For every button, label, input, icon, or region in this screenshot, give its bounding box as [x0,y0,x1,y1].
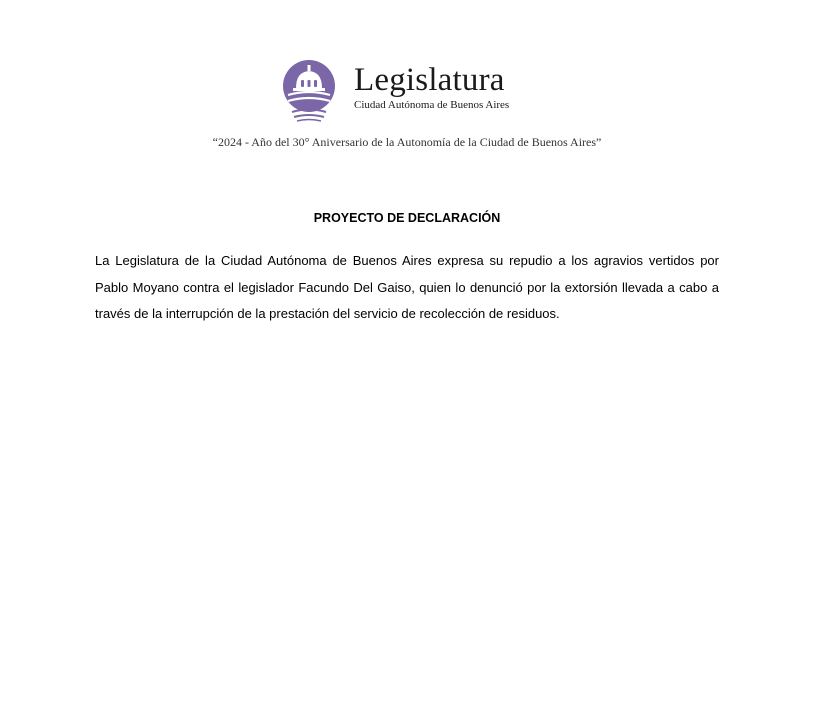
legislature-dome-icon [282,58,336,122]
year-motto: “2024 - Año del 30° Aniversario de la Autonomía de la Ciudad de Buenos Aires” [212,135,602,149]
logo-text [354,62,509,112]
document-title: PROYECTO DE DECLARACIÓN [313,211,501,225]
logo-subtitle: Ciudad Autónoma de Buenos Aires [354,99,510,111]
letterhead-logo [282,58,522,122]
document-body: La Legislatura de la Ciudad Autónoma de Buenos Aires expresa su repudio a los agravios vertidos por Pablo Moyano contra el legislador Facundo Del Gaiso, quien lo denunció por la extorsión llevada a cabo a través de la interrupción de la prestación del servicio de recolección de residuos. [95,253,719,321]
logo-name: Legislatura [354,62,505,98]
